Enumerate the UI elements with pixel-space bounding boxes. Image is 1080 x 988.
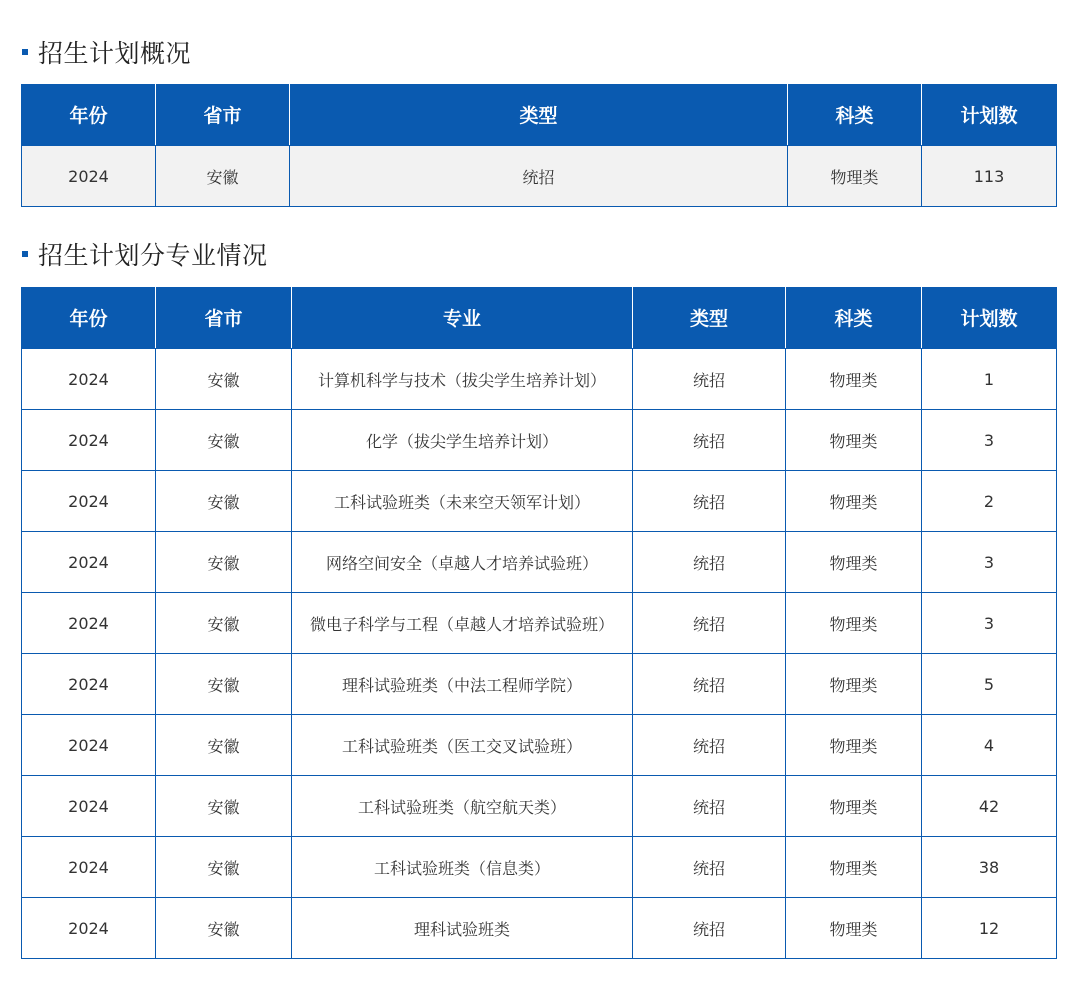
cell-plan-count: 3 <box>922 410 1057 471</box>
cell-major: 理科试验班类 <box>292 898 633 959</box>
cell-year: 2024 <box>22 776 156 837</box>
cell-subject: 物理类 <box>786 837 922 898</box>
cell-plan-count: 3 <box>922 532 1057 593</box>
cell-year: 2024 <box>22 532 156 593</box>
majors-section-title <box>22 236 268 272</box>
cell-province: 安徽 <box>156 654 292 715</box>
table-row <box>22 146 1057 207</box>
table-row <box>22 837 1057 898</box>
table-row <box>22 898 1057 959</box>
table-row <box>22 776 1057 837</box>
cell-year: 2024 <box>22 349 156 410</box>
cell-province: 安徽 <box>156 837 292 898</box>
cell-type: 统招 <box>633 532 786 593</box>
summary-section-title <box>22 34 191 70</box>
majors-table <box>21 287 1057 959</box>
cell-type: 统招 <box>633 410 786 471</box>
cell-subject: 物理类 <box>786 349 922 410</box>
cell-type: 统招 <box>633 471 786 532</box>
cell-plan-count: 3 <box>922 593 1057 654</box>
table-row <box>22 593 1057 654</box>
cell-plan-count: 5 <box>922 654 1057 715</box>
cell-province: 安徽 <box>156 898 292 959</box>
cell-type: 统招 <box>633 349 786 410</box>
header-year: 年份 <box>22 287 156 349</box>
cell-major: 工科试验班类（未来空天领军计划） <box>292 471 633 532</box>
summary-title-text: 招生计划概况 <box>38 39 192 68</box>
header-plan-count: 计划数 <box>922 287 1057 349</box>
cell-year: 2024 <box>22 410 156 471</box>
table-row <box>22 349 1057 410</box>
cell-type: 统招 <box>633 837 786 898</box>
cell-plan-count: 113 <box>922 146 1057 207</box>
cell-major: 计算机科学与技术（拔尖学生培养计划） <box>292 349 633 410</box>
cell-subject: 物理类 <box>786 654 922 715</box>
cell-type: 统招 <box>633 715 786 776</box>
cell-year: 2024 <box>22 654 156 715</box>
table-row <box>22 654 1057 715</box>
header-subject: 科类 <box>788 84 922 146</box>
cell-plan-count: 42 <box>922 776 1057 837</box>
majors-title-text: 招生计划分专业情况 <box>38 241 268 270</box>
cell-plan-count: 12 <box>922 898 1057 959</box>
majors-header-row <box>22 287 1057 349</box>
cell-subject: 物理类 <box>786 593 922 654</box>
cell-province: 安徽 <box>156 471 292 532</box>
cell-major: 化学（拔尖学生培养计划） <box>292 410 633 471</box>
cell-province: 安徽 <box>156 532 292 593</box>
cell-major: 工科试验班类（医工交叉试验班） <box>292 715 633 776</box>
cell-year: 2024 <box>22 146 156 207</box>
cell-year: 2024 <box>22 898 156 959</box>
table-row <box>22 410 1057 471</box>
cell-type: 统招 <box>633 898 786 959</box>
header-major: 专业 <box>292 287 633 349</box>
cell-province: 安徽 <box>156 715 292 776</box>
cell-province: 安徽 <box>156 410 292 471</box>
header-year: 年份 <box>22 84 156 146</box>
summary-table <box>21 84 1057 207</box>
cell-type: 统招 <box>633 776 786 837</box>
cell-year: 2024 <box>22 715 156 776</box>
cell-major: 微电子科学与工程（卓越人才培养试验班） <box>292 593 633 654</box>
cell-subject: 物理类 <box>788 146 922 207</box>
majors-table-body <box>22 349 1057 959</box>
cell-province: 安徽 <box>156 776 292 837</box>
cell-year: 2024 <box>22 837 156 898</box>
cell-type: 统招 <box>633 593 786 654</box>
header-plan-count: 计划数 <box>922 84 1057 146</box>
cell-major: 理科试验班类（中法工程师学院） <box>292 654 633 715</box>
cell-type: 统招 <box>290 146 788 207</box>
cell-subject: 物理类 <box>786 776 922 837</box>
cell-major: 工科试验班类（信息类） <box>292 837 633 898</box>
cell-province: 安徽 <box>156 146 290 207</box>
header-province: 省市 <box>156 287 292 349</box>
cell-major: 网络空间安全（卓越人才培养试验班） <box>292 532 633 593</box>
cell-type: 统招 <box>633 654 786 715</box>
cell-subject: 物理类 <box>786 471 922 532</box>
cell-subject: 物理类 <box>786 898 922 959</box>
cell-plan-count: 4 <box>922 715 1057 776</box>
header-type: 类型 <box>290 84 788 146</box>
header-subject: 科类 <box>786 287 922 349</box>
table-row <box>22 532 1057 593</box>
cell-province: 安徽 <box>156 349 292 410</box>
cell-plan-count: 38 <box>922 837 1057 898</box>
square-bullet-icon <box>22 251 28 257</box>
table-row <box>22 715 1057 776</box>
cell-plan-count: 1 <box>922 349 1057 410</box>
cell-plan-count: 2 <box>922 471 1057 532</box>
cell-subject: 物理类 <box>786 410 922 471</box>
cell-subject: 物理类 <box>786 715 922 776</box>
cell-year: 2024 <box>22 471 156 532</box>
cell-major: 工科试验班类（航空航天类） <box>292 776 633 837</box>
cell-subject: 物理类 <box>786 532 922 593</box>
summary-header-row <box>22 84 1057 146</box>
cell-province: 安徽 <box>156 593 292 654</box>
cell-year: 2024 <box>22 593 156 654</box>
square-bullet-icon <box>22 49 28 55</box>
table-row <box>22 471 1057 532</box>
header-province: 省市 <box>156 84 290 146</box>
header-type: 类型 <box>633 287 786 349</box>
